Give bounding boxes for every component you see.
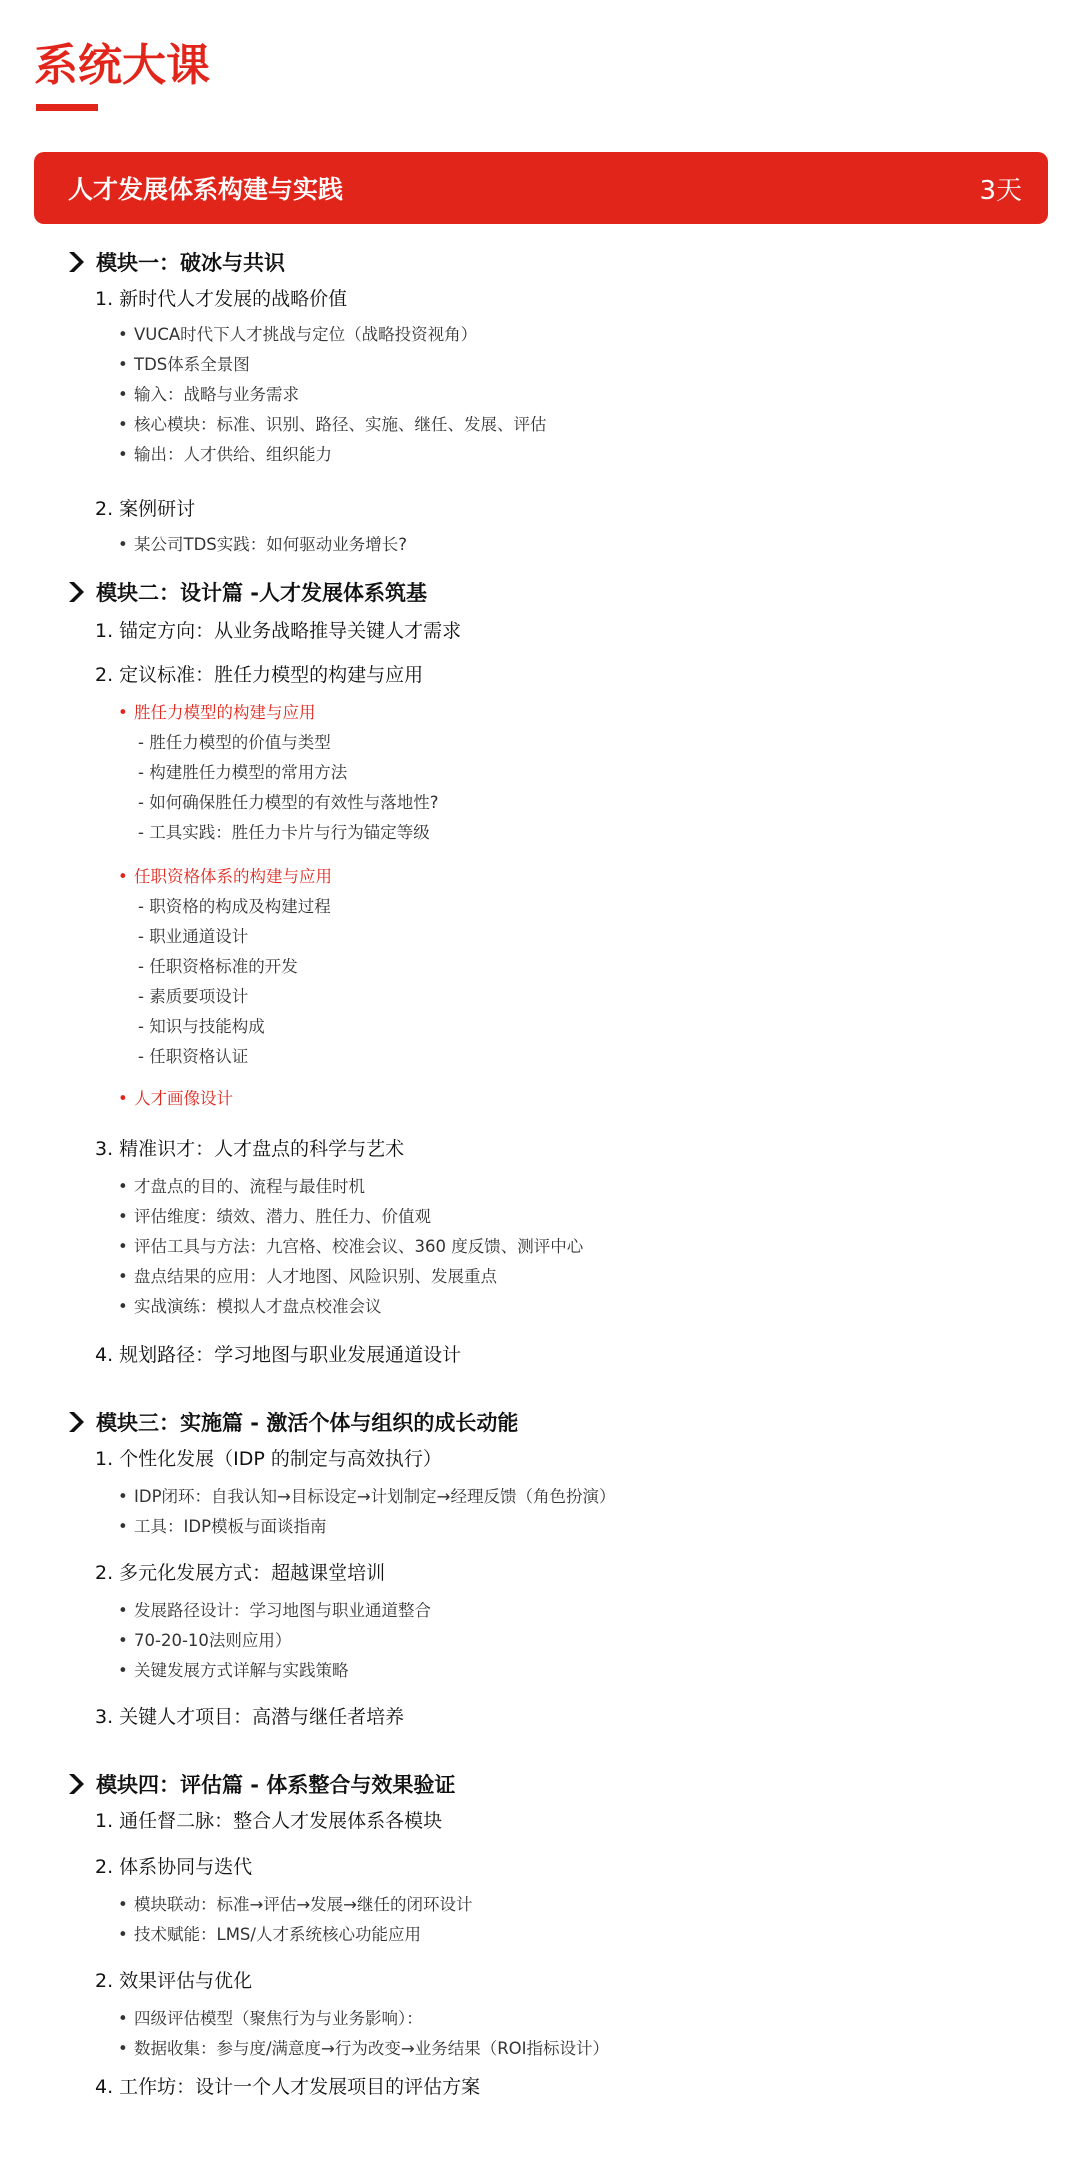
module-4-heading [66, 1766, 1080, 1802]
list-item: • 输出：人才供给、组织能力 [118, 445, 332, 464]
list-item: • 工具：IDP模板与面谈指南 [118, 1517, 327, 1536]
list-item: - 素质要项设计 [138, 987, 249, 1006]
chevron-right-icon [66, 581, 88, 603]
list-item: • 输入：战略与业务需求 [118, 385, 299, 404]
list-item: - 任职资格认证 [138, 1047, 249, 1066]
chevron-right-icon [66, 251, 88, 273]
list-item: • 任职资格体系的构建与应用 [118, 867, 332, 886]
module-2-section-4: 4. 规划路径：学习地图与职业发展通道设计 [95, 1344, 462, 1366]
course-banner [34, 152, 1048, 224]
list-item: - 知识与技能构成 [138, 1017, 265, 1036]
list-item: • 盘点结果的应用：人才地图、风险识别、发展重点 [118, 1267, 497, 1286]
list-item: • 评估工具与方法：九宫格、校准会议、360 度反馈、测评中心 [118, 1237, 584, 1256]
list-item: • 评估维度：绩效、潜力、胜任力、价值观 [118, 1207, 431, 1226]
module-1-section-2: 2. 案例研讨 [95, 498, 196, 520]
module-3-section-1: 1. 个性化发展（IDP 的制定与高效执行） [95, 1448, 442, 1470]
page-title: 系统大课 [34, 40, 210, 91]
list-item: • 人才画像设计 [118, 1089, 233, 1108]
module-1-section-1: 1. 新时代人才发展的战略价值 [95, 288, 348, 310]
course-duration: 3天 [979, 175, 1022, 206]
list-item: - 胜任力模型的价值与类型 [138, 733, 331, 752]
list-item: • TDS体系全景图 [118, 355, 250, 374]
module-2-section-1: 1. 锚定方向：从业务战略推导关键人才需求 [95, 620, 462, 642]
module-3-section-3: 3. 关键人才项目：高潜与继任者培养 [95, 1706, 405, 1728]
module-3-heading [66, 1404, 1080, 1440]
module-2-section-3: 3. 精准识才：人才盘点的科学与艺术 [95, 1138, 405, 1160]
list-item: • 某公司TDS实践：如何驱动业务增长? [118, 535, 408, 554]
module-3-title: 模块三：实施篇 - 激活个体与组织的成长动能 [96, 1411, 519, 1435]
list-item: • 发展路径设计：学习地图与职业通道整合 [118, 1601, 431, 1620]
list-item: - 工具实践：胜任力卡片与行为锚定等级 [138, 823, 430, 842]
course-outline [0, 244, 1080, 2102]
module-4-title: 模块四：评估篇 - 体系整合与效果验证 [96, 1773, 456, 1797]
list-item: • 实战演练：模拟人才盘点校准会议 [118, 1297, 382, 1316]
module-1-title: 模块一：破冰与共识 [96, 251, 285, 275]
list-item: - 职资格的构成及构建过程 [138, 897, 331, 916]
module-4-section-3: 2. 效果评估与优化 [95, 1970, 253, 1992]
list-item: • VUCA时代下人才挑战与定位（战略投资视角） [118, 325, 478, 344]
list-item: - 职业通道设计 [138, 927, 249, 946]
list-item: • 才盘点的目的、流程与最佳时机 [118, 1177, 365, 1196]
list-item: - 任职资格标准的开发 [138, 957, 298, 976]
list-item: - 构建胜任力模型的常用方法 [138, 763, 348, 782]
list-item: • 胜任力模型的构建与应用 [118, 703, 316, 722]
module-2-heading [66, 574, 1080, 610]
list-item: • 70-20-10法则应用） [118, 1631, 292, 1650]
list-item: • IDP闭环：自我认知→目标设定→计划制定→经理反馈（角色扮演） [118, 1487, 616, 1506]
list-item: • 关键发展方式详解与实践策略 [118, 1661, 349, 1680]
chevron-right-icon [66, 1773, 88, 1795]
list-item: • 核心模块：标准、识别、路径、实施、继任、发展、评估 [118, 415, 547, 434]
module-1-heading [66, 244, 1080, 280]
module-2-title: 模块二：设计篇 -人才发展体系筑基 [96, 581, 428, 605]
module-3-section-2: 2. 多元化发展方式：超越课堂培训 [95, 1562, 386, 1584]
module-4-section-2: 2. 体系协同与迭代 [95, 1856, 253, 1878]
module-4-section-4: 4. 工作坊：设计一个人才发展项目的评估方案 [95, 2076, 481, 2098]
course-name: 人才发展体系构建与实践 [68, 175, 344, 204]
list-item: • 模块联动：标准→评估→发展→继任的闭环设计 [118, 1895, 473, 1914]
chevron-right-icon [66, 1411, 88, 1433]
list-item: • 技术赋能：LMS/人才系统核心功能应用 [118, 1925, 421, 1944]
list-item: - 如何确保胜任力模型的有效性与落地性? [138, 793, 439, 812]
module-4-section-1: 1. 通任督二脉：整合人才发展体系各模块 [95, 1810, 443, 1832]
list-item: • 数据收集：参与度/满意度→行为改变→业务结果（ROI指标设计） [118, 2039, 610, 2058]
module-2-section-2: 2. 定议标准：胜任力模型的构建与应用 [95, 664, 424, 686]
list-item: • 四级评估模型（聚焦行为与业务影响）： [118, 2009, 423, 2028]
title-underline [36, 104, 98, 111]
